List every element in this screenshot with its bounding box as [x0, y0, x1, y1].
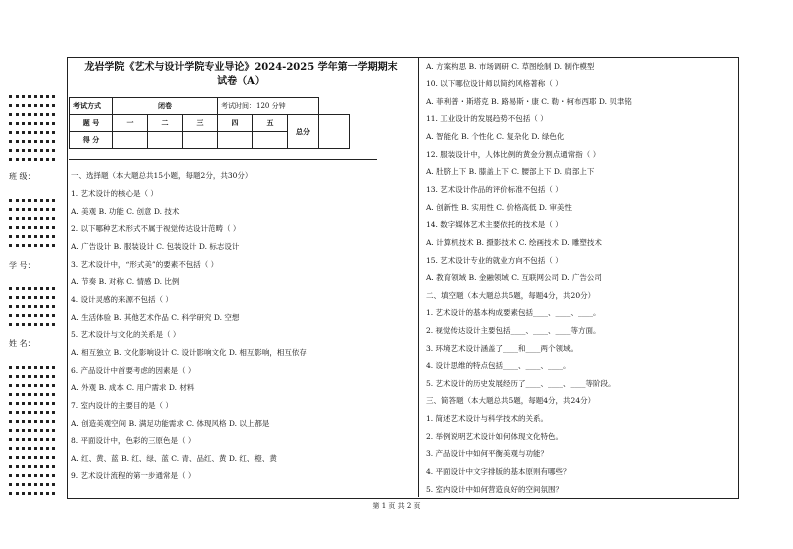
question-text: 2. 视觉传达设计主要包括____、____、____等方面。 — [426, 326, 601, 335]
question-text: 5. 艺术设计的历史发展经历了____、____、____等阶段。 — [426, 379, 616, 388]
question-text: 6. 产品设计中首要考虑的因素是（ ） — [71, 366, 196, 375]
binding-dots — [9, 438, 55, 445]
binding-dots — [9, 492, 55, 499]
answer-options: A. 方案构思 B. 市场调研 C. 草图绘制 D. 制作模型 — [426, 62, 595, 71]
binding-dots — [9, 104, 55, 111]
student-id-label: 学 号： — [9, 261, 36, 270]
header-rule — [69, 159, 377, 160]
binding-dots — [9, 411, 55, 418]
class-label: 班 级： — [9, 172, 36, 181]
binding-dots — [9, 296, 55, 303]
binding-dots — [9, 393, 55, 400]
binding-dots — [9, 465, 55, 472]
section-heading: 一、选择题（本大题总共15小题，每题2分，共30分） — [71, 171, 253, 180]
score-cell — [218, 132, 253, 149]
column-divider — [418, 57, 419, 497]
score-table — [69, 97, 350, 149]
total-label: 总分 — [288, 115, 319, 149]
question-text: 9. 艺术设计流程的第一步通常是（ ） — [71, 471, 196, 480]
column-header: 一 — [113, 115, 148, 132]
question-text: 5. 室内设计中如何营造良好的空间氛围？ — [426, 485, 564, 494]
binding-dots — [9, 131, 55, 138]
question-text: 13. 艺术设计作品的评价标准不包括（ ） — [426, 185, 563, 194]
binding-dots — [9, 122, 55, 129]
answer-options: A. 生活体验 B. 其他艺术作品 C. 科学研究 D. 空想 — [71, 313, 240, 322]
answer-options: A. 计算机技术 B. 摄影技术 C. 绘画技术 D. 雕塑技术 — [426, 238, 602, 247]
score-label: 得 分 — [70, 132, 113, 149]
column-header: 三 — [183, 115, 218, 132]
binding-dots — [9, 314, 55, 321]
question-text: 12. 服装设计中，人体比例的黄金分割点通常指（ ） — [426, 150, 601, 159]
question-text: 11. 工业设计的发展趋势不包括（ ） — [426, 114, 548, 123]
binding-dots — [9, 199, 55, 206]
question-text: 5. 艺术设计与文化的关系是（ ） — [71, 330, 181, 339]
answer-options: A. 节奏 B. 对称 C. 情感 D. 比例 — [71, 277, 180, 286]
score-cell — [183, 132, 218, 149]
binding-dots — [9, 366, 55, 373]
binding-dots — [9, 474, 55, 481]
title-line-2: 试卷（A） — [217, 76, 265, 87]
binding-dots — [9, 244, 55, 251]
answer-options: A. 红、黄、蓝 B. 红、绿、蓝 C. 青、品红、黄 D. 红、橙、黄 — [71, 454, 277, 463]
total-score-cell — [319, 115, 350, 149]
question-text: 3. 产品设计中如何平衡美观与功能？ — [426, 449, 549, 458]
question-text: 10. 以下哪位设计师以简约风格著称（ ） — [426, 79, 563, 88]
binding-dots — [9, 113, 55, 120]
question-text: 4. 平面设计中文字排版的基本原则有哪些？ — [426, 467, 571, 476]
binding-dots — [9, 456, 55, 463]
question-text: 3. 环境艺术设计涵盖了____和____两个领域。 — [426, 344, 579, 353]
binding-dots — [9, 149, 55, 156]
question-text: 2. 以下哪种艺术形式不属于视觉传达设计范畴（ ） — [71, 224, 241, 233]
binding-dots — [9, 375, 55, 382]
column-header: 五 — [253, 115, 288, 132]
answer-options: A. 创新性 B. 实用性 C. 价格高低 D. 审美性 — [426, 203, 572, 212]
binding-dots — [9, 429, 55, 436]
question-text: 15. 艺术设计专业的就业方向不包括（ ） — [426, 256, 563, 265]
answer-options: A. 美观 B. 功能 C. 创意 D. 技术 — [71, 207, 180, 216]
answer-options: A. 相互独立 B. 文化影响设计 C. 设计影响文化 D. 相互影响，相互依存 — [71, 348, 307, 357]
question-text: 14. 数字媒体艺术主要依托的技术是（ ） — [426, 220, 563, 229]
score-cell — [253, 132, 288, 149]
question-text: 4. 设计灵感的来源不包括（ ） — [71, 295, 173, 304]
exam-title — [70, 61, 412, 89]
question-text: 2. 举例说明艺术设计如何体现文化特色。 — [426, 432, 564, 441]
column-header: 四 — [218, 115, 253, 132]
answer-options: A. 菲利普・斯塔克 B. 路易斯・康 C. 勒・柯布西耶 D. 贝聿铭 — [426, 97, 632, 106]
binding-dots — [9, 140, 55, 147]
page-footer: 第 1 页 共 2 页 — [372, 502, 421, 510]
binding-dots — [9, 217, 55, 224]
answer-options: A. 智能化 B. 个性化 C. 复杂化 D. 绿色化 — [426, 132, 565, 141]
question-text: 7. 室内设计的主要目的是（ ） — [71, 401, 173, 410]
score-cell — [148, 132, 183, 149]
binding-dots — [9, 447, 55, 454]
title-line-1: 龙岩学院《艺术与设计学院专业导论》2024-2025 学年第一学期期末 — [84, 62, 398, 73]
binding-dots — [9, 208, 55, 215]
section-heading: 二、填空题（本大题总共5题，每题4分，共20分） — [426, 291, 596, 300]
column-header: 二 — [148, 115, 183, 132]
exam-time: 考试时间：120 分钟 — [218, 98, 319, 115]
binding-dots — [9, 420, 55, 427]
question-text: 3. 艺术设计中，“形式美”的要素不包括（ ） — [71, 260, 219, 269]
question-text: 1. 艺术设计的核心是（ ） — [71, 189, 158, 198]
binding-dots — [9, 323, 55, 330]
question-number-row — [70, 115, 350, 132]
question-text: 1. 简述艺术设计与科学技术的关系。 — [426, 414, 549, 423]
name-label: 姓 名： — [9, 339, 36, 348]
binding-dots — [9, 305, 55, 312]
binding-dots — [9, 226, 55, 233]
exam-mode-label: 考试方式 — [70, 98, 113, 115]
answer-options: A. 教育领域 B. 金融领域 C. 互联网公司 D. 广告公司 — [426, 273, 602, 282]
binding-dots — [9, 384, 55, 391]
answer-options: A. 外观 B. 成本 C. 用户需求 D. 材料 — [71, 383, 195, 392]
binding-dots — [9, 402, 55, 409]
binding-dots — [9, 158, 55, 165]
score-cell — [113, 132, 148, 149]
question-text: 1. 艺术设计的基本构成要素包括____、____、____。 — [426, 308, 601, 317]
answer-options: A. 广告设计 B. 服装设计 C. 包装设计 D. 标志设计 — [71, 242, 240, 251]
binding-dots — [9, 235, 55, 242]
question-text: 4. 设计思维的特点包括____、____、____。 — [426, 361, 571, 370]
binding-dots — [9, 95, 55, 102]
binding-dots — [9, 287, 55, 294]
answer-options: A. 肚脐上下 B. 膝盖上下 C. 腰部上下 D. 肩部上下 — [426, 167, 595, 176]
question-no-label: 题 号 — [70, 115, 113, 132]
exam-info-row — [70, 98, 350, 115]
binding-dots — [9, 483, 55, 490]
exam-mode-value: 闭卷 — [113, 98, 218, 115]
question-text: 8. 平面设计中，色彩的三原色是（ ） — [71, 436, 196, 445]
answer-options: A. 创造美观空间 B. 满足功能需求 C. 体现风格 D. 以上都是 — [71, 419, 270, 428]
section-heading: 三、简答题（本大题总共5题，每题4分，共24分） — [426, 396, 596, 405]
